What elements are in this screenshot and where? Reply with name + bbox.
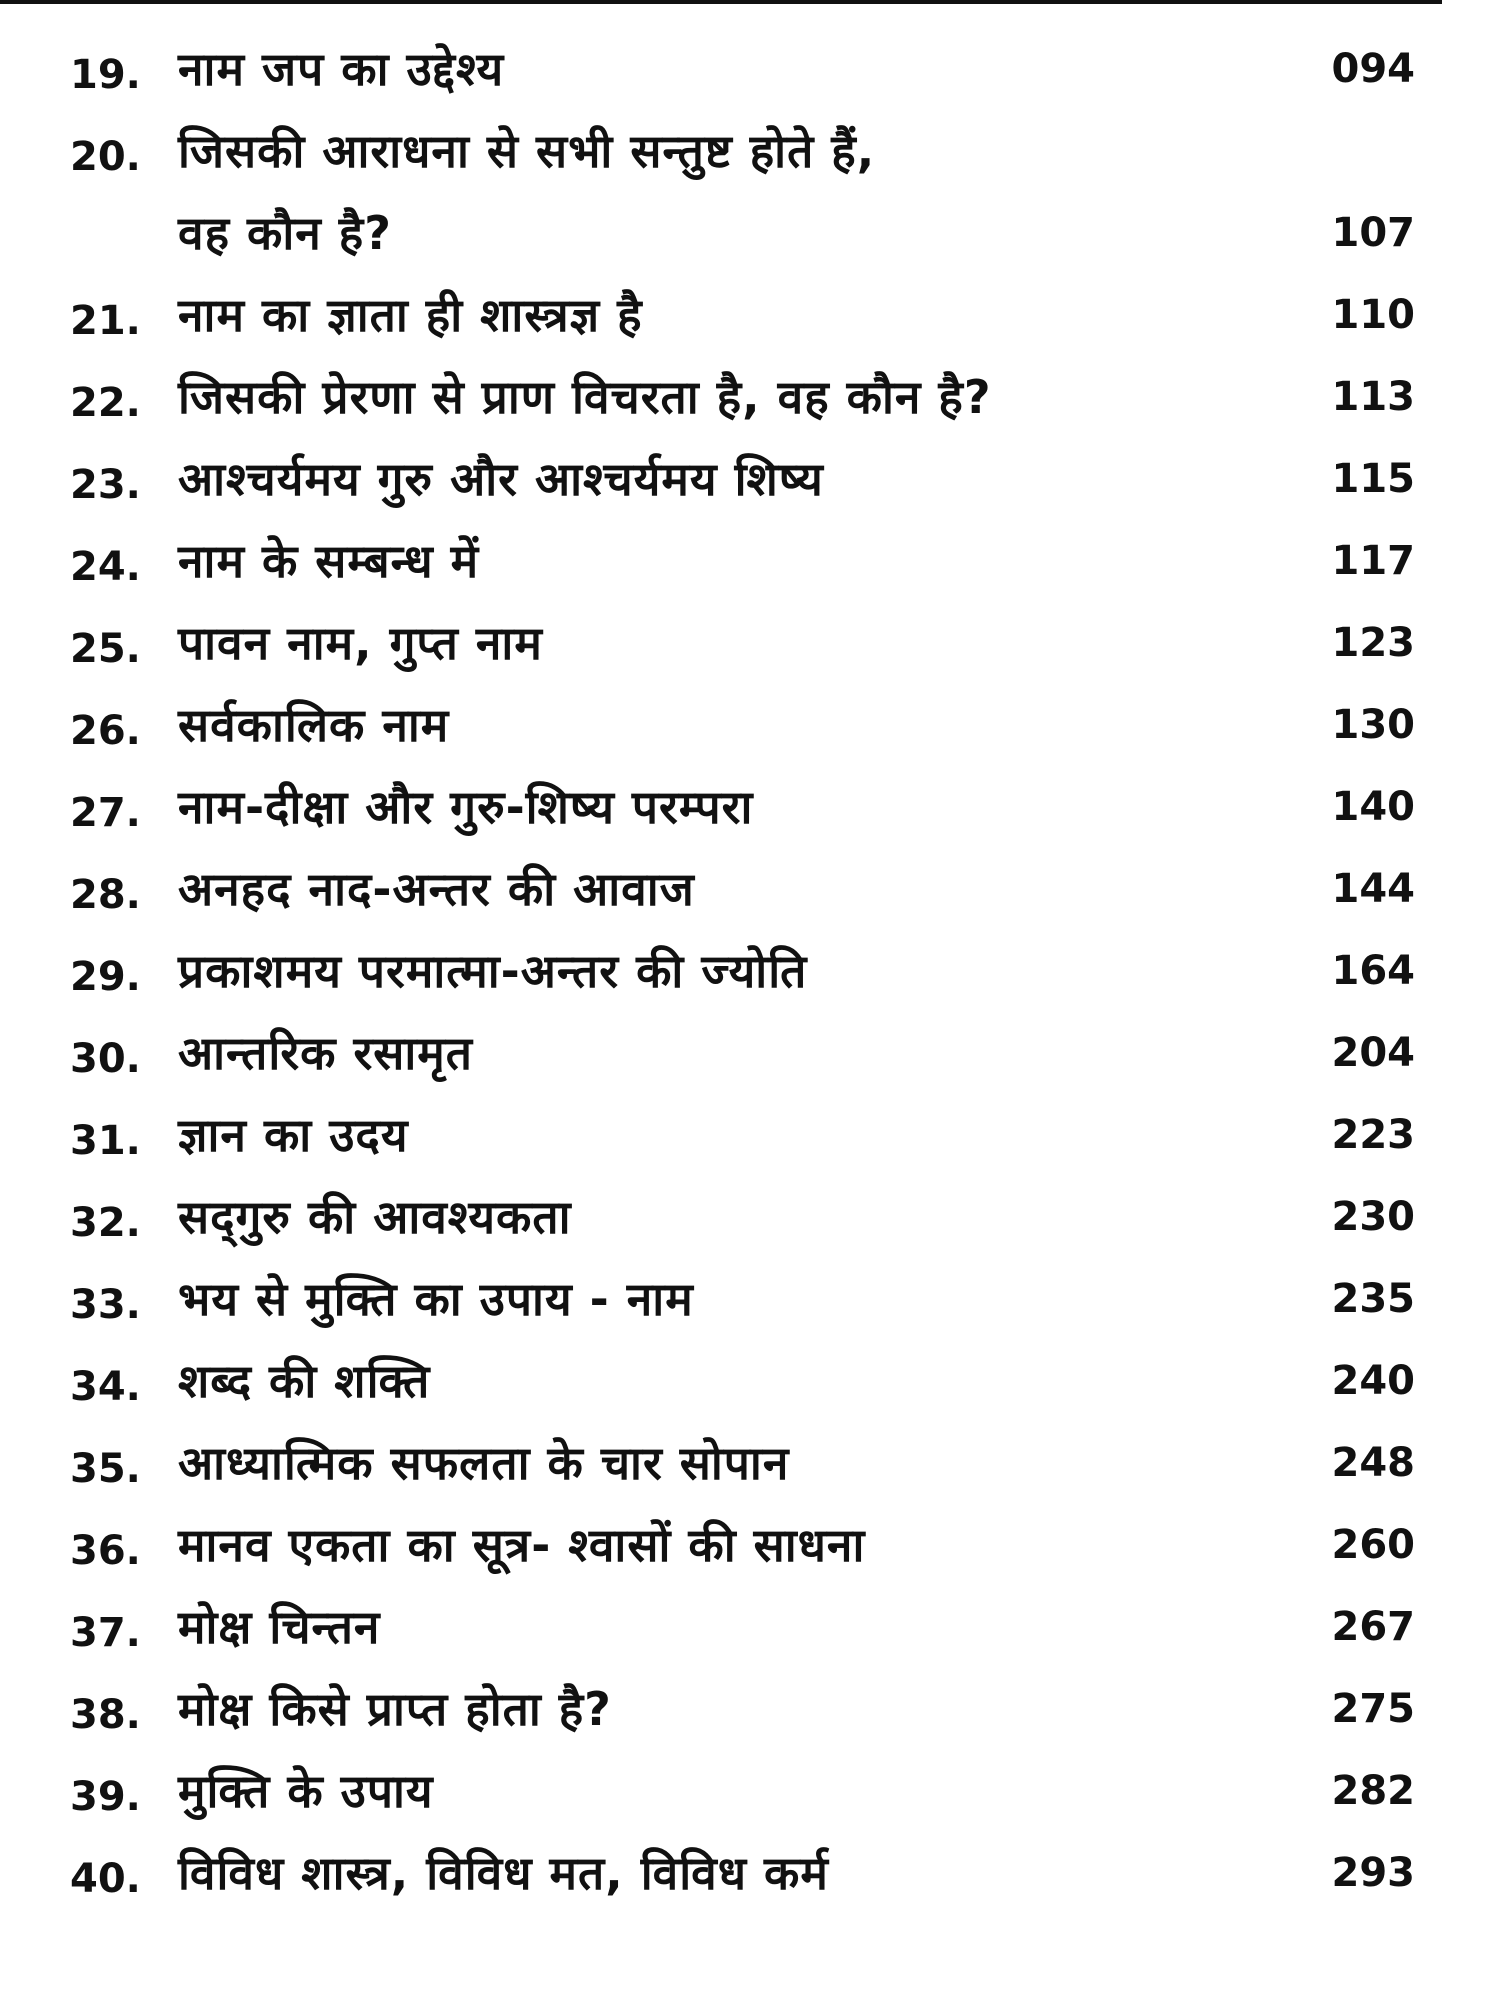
toc-entry (70, 438, 1415, 520)
entry-number: 19. (70, 52, 141, 98)
entry-page-number: 130 (1331, 702, 1415, 748)
entry-title (178, 1094, 1275, 1176)
entry-title (178, 602, 1275, 684)
entry-number: 27. (70, 790, 141, 836)
entry-title (178, 438, 1275, 520)
entry-title-line: मोक्ष चिन्तन (178, 1600, 381, 1654)
entry-page-number: 240 (1331, 1358, 1415, 1404)
entry-title-line: ज्ञान का उदय (178, 1108, 409, 1162)
entry-page-number: 140 (1331, 784, 1415, 830)
entry-page-number: 115 (1331, 456, 1415, 502)
entry-title (178, 1422, 1275, 1504)
entry-title-line: नाम का ज्ञाता ही शास्त्रज्ञ है (178, 288, 643, 342)
entry-title-line: जिसकी प्रेरणा से प्राण विचरता है, वह कौन है? (178, 370, 992, 424)
entry-page-number: 123 (1331, 620, 1415, 666)
entry-title-line: मानव एकता का सूत्र- श्वासों की साधना (178, 1518, 866, 1572)
entry-number: 37. (70, 1610, 141, 1656)
toc-entry (70, 274, 1415, 356)
entry-title (178, 1750, 1275, 1832)
entry-title-line: जिसकी आराधना से सभी सन्तुष्ट होते हैं, (178, 124, 876, 178)
entry-title-line: नाम जप का उद्देश्य (178, 42, 505, 96)
entry-page-number: 260 (1331, 1522, 1415, 1568)
entry-page-number: 107 (1331, 210, 1415, 256)
toc-entry (70, 1750, 1415, 1832)
entry-page-number: 113 (1331, 374, 1415, 420)
entry-number: 35. (70, 1446, 141, 1492)
entry-number: 40. (70, 1856, 141, 1902)
entry-title-line: विविध शास्त्र, विविध मत, विविध कर्म (178, 1846, 829, 1900)
entry-number: 22. (70, 380, 141, 426)
entry-number: 24. (70, 544, 141, 590)
toc-entry (70, 1176, 1415, 1258)
entry-title (178, 1668, 1275, 1750)
entry-page-number: 230 (1331, 1194, 1415, 1240)
entry-number: 26. (70, 708, 141, 754)
entry-number: 21. (70, 298, 141, 344)
toc-entry (70, 110, 1415, 274)
entry-page-number: 248 (1331, 1440, 1415, 1486)
entry-title-line: पावन नाम, गुप्त नाम (178, 616, 543, 670)
entry-number: 25. (70, 626, 141, 672)
toc-entry (70, 684, 1415, 766)
entry-page-number: 267 (1331, 1604, 1415, 1650)
toc-entry (70, 1012, 1415, 1094)
entry-title-line: भय से मुक्ति का उपाय - नाम (178, 1272, 694, 1326)
entry-page-number: 094 (1331, 46, 1415, 92)
entry-title (178, 766, 1275, 848)
entry-number: 32. (70, 1200, 141, 1246)
entry-page-number: 117 (1331, 538, 1415, 584)
entry-number: 38. (70, 1692, 141, 1738)
entry-number: 20. (70, 134, 141, 180)
toc-entry (70, 356, 1415, 438)
entry-page-number: 164 (1331, 948, 1415, 994)
entry-title-line: वह कौन है? (178, 206, 392, 260)
toc-entry (70, 1094, 1415, 1176)
toc-entry (70, 520, 1415, 602)
entry-page-number: 275 (1331, 1686, 1415, 1732)
entry-title-line: नाम के सम्बन्ध में (178, 534, 480, 588)
entry-title-line: आश्चर्यमय गुरु और आश्चर्यमय शिष्य (178, 452, 824, 506)
top-rule (0, 0, 1442, 4)
entry-title-line: सद्‌गुरु की आवश्यकता (178, 1190, 572, 1244)
entry-title (178, 1258, 1275, 1340)
entry-title-line: मोक्ष किसे प्राप्त होता है? (178, 1682, 612, 1736)
entry-title-line: नाम-दीक्षा और गुरु-शिष्य परम्परा (178, 780, 754, 834)
toc-entry (70, 1586, 1415, 1668)
entry-title (178, 684, 1275, 766)
toc-entry (70, 1668, 1415, 1750)
entry-number: 34. (70, 1364, 141, 1410)
entry-title (178, 520, 1275, 602)
entry-number: 31. (70, 1118, 141, 1164)
entry-title (178, 356, 1275, 438)
entry-title (178, 28, 1275, 110)
toc-entry (70, 28, 1415, 110)
entry-page-number: 204 (1331, 1030, 1415, 1076)
entry-title-line: सर्वकालिक नाम (178, 698, 450, 752)
toc-entry (70, 1422, 1415, 1504)
toc-entry (70, 930, 1415, 1012)
entry-title-line: आन्तरिक रसामृत (178, 1026, 474, 1080)
entry-title (178, 1012, 1275, 1094)
entry-number: 33. (70, 1282, 141, 1328)
entry-page-number: 282 (1331, 1768, 1415, 1814)
entry-title (178, 1504, 1275, 1586)
entry-number: 23. (70, 462, 141, 508)
toc-entry (70, 766, 1415, 848)
entry-title (178, 1176, 1275, 1258)
entry-title-line: प्रकाशमय परमात्मा-अन्तर की ज्योति (178, 944, 808, 998)
entry-page-number: 293 (1331, 1850, 1415, 1896)
entry-number: 30. (70, 1036, 141, 1082)
entry-page-number: 110 (1331, 292, 1415, 338)
toc-entry (70, 1832, 1415, 1914)
entry-page-number: 223 (1331, 1112, 1415, 1158)
entry-title (178, 1586, 1275, 1668)
entry-number: 28. (70, 872, 141, 918)
entry-page-number: 235 (1331, 1276, 1415, 1322)
entry-title (178, 1832, 1275, 1914)
entry-page-number: 144 (1331, 866, 1415, 912)
entry-title-line: अनहद नाद-अन्तर की आवाज (178, 862, 695, 916)
entry-title-line: शब्द की शक्ति (178, 1354, 431, 1408)
entry-title (178, 1340, 1275, 1422)
table-of-contents (70, 28, 1415, 1914)
entry-title-line: मुक्ति के उपाय (178, 1764, 434, 1818)
toc-entry (70, 1504, 1415, 1586)
entry-title (178, 274, 1275, 356)
entry-number: 36. (70, 1528, 141, 1574)
entry-number: 39. (70, 1774, 141, 1820)
toc-entry (70, 602, 1415, 684)
entry-title-line: आध्यात्मिक सफलता के चार सोपान (178, 1436, 790, 1490)
entry-title (178, 110, 1275, 274)
toc-entry (70, 1258, 1415, 1340)
entry-title (178, 930, 1275, 1012)
entry-title (178, 848, 1275, 930)
toc-entry (70, 848, 1415, 930)
entry-number: 29. (70, 954, 141, 1000)
toc-entry (70, 1340, 1415, 1422)
